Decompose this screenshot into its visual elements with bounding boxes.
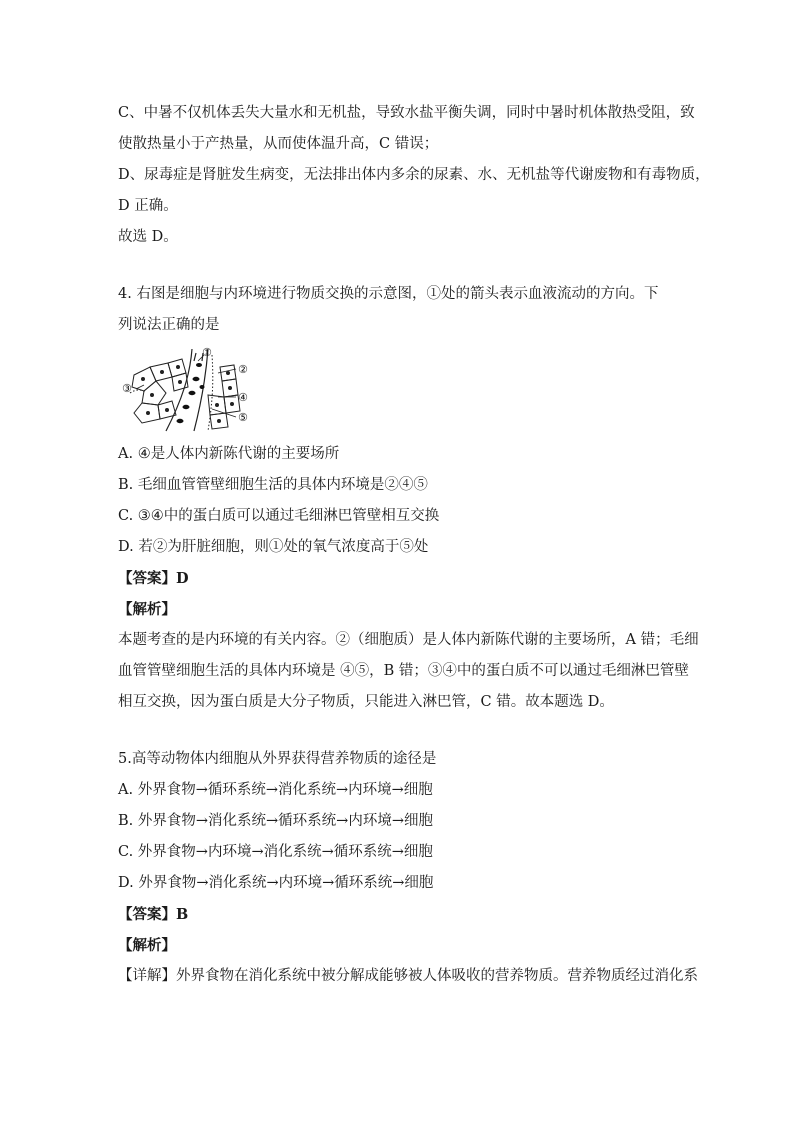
prev-answer-conclusion: 故选 D。: [118, 229, 178, 245]
q5-detail: 【详解】外界食物在消化系统中被分解成能够被人体吸收的营养物质。营养物质经过消化系: [118, 968, 698, 984]
leader-line-5: [212, 409, 236, 417]
figure-label-1: ①: [202, 346, 212, 359]
figure-label-4: ④: [238, 391, 248, 404]
q4-option-b: B. 毛细血管管壁细胞生活的具体内环境是②④⑤: [118, 477, 428, 493]
document-page: [118, 98, 710, 992]
q5-option-b: B. 外界食物→消化系统→循环系统→内环境→细胞: [118, 813, 433, 829]
blood-cell: [196, 363, 202, 367]
q4-analysis-line2: 血管管壁细胞生活的具体内环境是 ④⑤，B 错；③④中的蛋白质不可以通过毛细淋巴管壁: [118, 663, 689, 679]
q4-stem-line2: 列说法正确的是: [118, 317, 220, 333]
q4-option-a: A. ④是人体内新陈代谢的主要场所: [118, 446, 340, 462]
tissue-cell: [142, 381, 166, 405]
cell-nucleus: [165, 408, 169, 412]
cell-nucleus: [141, 377, 145, 381]
blood-cell: [193, 377, 200, 381]
cell-nucleus: [215, 403, 219, 407]
blood-cell: [200, 385, 205, 389]
q4-answer: 【答案】D: [118, 570, 189, 587]
cell-nucleus: [178, 380, 182, 384]
cell-nucleus: [176, 365, 180, 369]
q5-option-a: A. 外界食物→循环系统→消化系统→内环境→细胞: [118, 782, 433, 798]
q4-stem-line1: 4. 右图是细胞与内环境进行物质交换的示意图，①处的箭头表示血液流动的方向。下: [118, 286, 659, 302]
q5-stem: 5.高等动物体内细胞从外界获得营养物质的途径是: [118, 751, 437, 767]
figure-label-3: ③: [122, 382, 132, 395]
cell-nucleus: [150, 393, 154, 397]
cell-nucleus: [226, 371, 230, 375]
cell-nucleus: [217, 419, 221, 423]
blood-cell: [177, 419, 184, 423]
cell-nucleus: [146, 411, 150, 415]
cell-nucleus: [228, 386, 232, 390]
q4-option-d: D. 若②为肝脏细胞，则①处的氧气浓度高于⑤处: [118, 539, 429, 555]
q5-analysis-label: 【解析】: [118, 937, 176, 954]
capillary-wall-right: [194, 349, 208, 431]
figure-label-2: ②: [238, 363, 248, 376]
q4-analysis-label: 【解析】: [118, 601, 176, 618]
q5-option-d: D. 外界食物→消化系统→内环境→循环系统→细胞: [118, 875, 434, 891]
blood-cell: [189, 391, 196, 395]
q4-analysis-line1: 本题考查的是内环境的有关内容。②（细胞质）是人体内新陈代谢的主要场所，A 错；毛细: [118, 632, 699, 648]
blood-cell: [183, 405, 190, 409]
prev-answer-c-line2: 使散热量小于产热量，从而使体温升高，C 错误；: [118, 136, 439, 152]
cell-diagram-svg: [122, 345, 262, 433]
cell-nucleus: [230, 402, 234, 406]
q5-answer: 【答案】B: [118, 906, 189, 923]
prev-answer-d-line1: D、尿毒症是肾脏发生病变，无法排出体内多余的尿素、水、无机盐等代谢废物和有毒物质，: [118, 167, 710, 183]
cell-nucleus: [160, 370, 164, 374]
cell-exchange-figure: [122, 345, 262, 433]
q4-option-c: C. ③④中的蛋白质可以通过毛细淋巴管壁相互交换: [118, 508, 440, 524]
q5-option-c: C. 外界食物→内环境→消化系统→循环系统→细胞: [118, 844, 433, 860]
leader-line-3: [136, 385, 144, 389]
prev-answer-c-line1: C、中暑不仅机体丢失大量水和无机盐，导致水盐平衡失调，同时中暑时机体散热受阻，致: [118, 105, 695, 121]
q4-analysis-line3: 相互交换，因为蛋白质是大分子物质，只能进入淋巴管，C 错。故本题选 D。: [118, 694, 614, 710]
figure-label-5: ⑤: [238, 411, 248, 424]
prev-answer-d-line2: D 正确。: [118, 198, 178, 214]
